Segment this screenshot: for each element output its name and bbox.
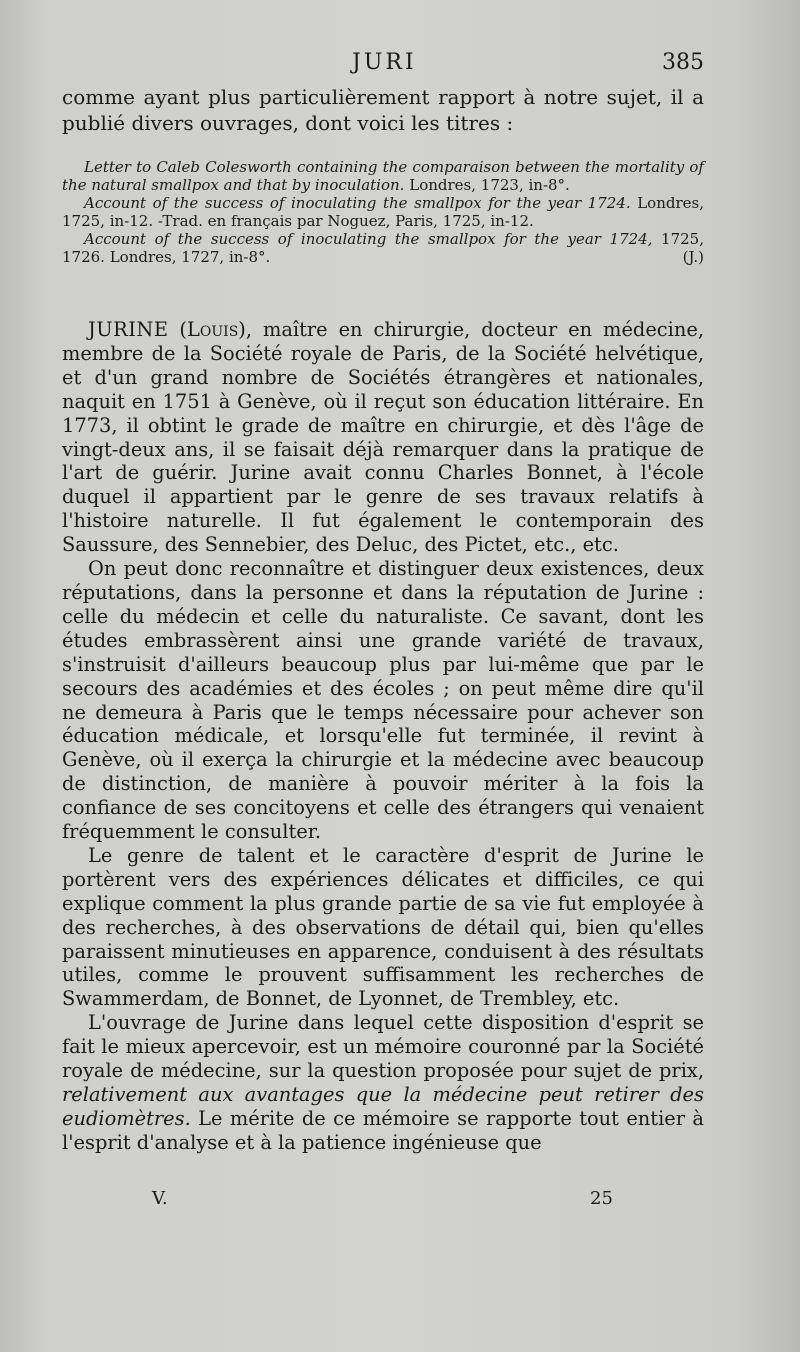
paragraph-text: ), maître en chirurgie, docteur en médecine, membre de la Société royale de Paris, de la Société helvétique, et d'un grand nombre de Sociétés étrangères et nationales, naquit en 1751 à Genève, où il reçut son éducation littéraire. En 1773, il obtint le grade de maître en chirurgie, et dès l'âge de vingt-deux ans, il se faisait déjà remarquer dans la pratique de l'art de guérir. Jurine avait connu Charles Bonnet, à l'école duquel il appartient par le genre de ses travaux relatifs à l'histoire naturelle. Il fut également le contemporain des Saussure, des Sennebier, des Deluc, des Pictet, etc., etc.: [62, 318, 704, 557]
author-signature: (J.): [682, 248, 704, 266]
sheet-number: 25: [590, 1188, 613, 1209]
reference-details: 1725, 1726. Londres, 1727, in-8°.: [62, 230, 704, 266]
article-headword: JURINE: [88, 318, 169, 341]
bibliography: [62, 158, 704, 266]
article-paragraph: On peut donc reconnaître et distinguer deux existences, deux réputations, dans la personne et dans la réputation de Jurine : celle du médecin et celle du naturaliste. Ce savant, dont les études embrassèrent ainsi une grande variété de travaux, s'instruisit d'ailleurs beaucoup plus par lui-même que par le secours des académies et des écoles ; on peut même dire qu'il ne demeura à Paris que le temps nécessaire pour achever son éducation médicale, et lorsqu'elle fut terminée, il revint à Genève, où il exerça la chirurgie et la médecine avec beaucoup de distinction, de manière à pouvoir mériter à la fois la confiance de ses concitoyens et celle des étrangers qui venaient fréquemment le consulter.: [62, 557, 704, 844]
reference-details: Londres, 1725, in-12. -Trad. en français par Noguez, Paris, 1725, in-12.: [62, 194, 704, 230]
paragraph-text: L'ouvrage de Jurine dans lequel cette disposition d'esprit se fait le mieux apercevoir, est un mémoire couronné par la Société royale de médecine, sur la question proposée pour sujet de prix,: [62, 1011, 704, 1083]
running-header: [62, 50, 704, 80]
reference-item: [62, 230, 704, 266]
reference-item: [62, 194, 704, 230]
prize-question: relativement aux avantages que la médecine peut retirer des eudiomètres.: [62, 1083, 704, 1130]
page-number: 385: [662, 50, 704, 75]
page-footer: [62, 1188, 704, 1212]
running-title: JURI: [352, 50, 417, 75]
intro-text: comme ayant plus particulièrement rapport à notre sujet, il a publié divers ouvrages, dont voici les titres :: [62, 85, 704, 135]
article-body: [62, 318, 704, 1155]
article-paragraph: JURINE (Louis), maître en chirurgie, docteur en médecine, membre de la Société royale de Paris, de la Société helvétique, et d'un grand nombre de Sociétés étrangères et nationales, naquit en 1751 à Genève, où il reçut son éducation littéraire. En 1773, il obtint le grade de maître en chirurgie, et dès l'âge de vingt-deux ans, il se faisait déjà remarquer dans la pratique de l'art de guérir. Jurine avait connu Charles Bonnet, à l'école duquel il appartient par le genre de ses travaux relatifs à l'histoire naturelle. Il fut également le contemporain des Saussure, des Sennebier, des Deluc, des Pictet, etc., etc.: [62, 318, 704, 557]
article-paragraph: Le genre de talent et le caractère d'esprit de Jurine le portèrent vers des expériences délicates et difficiles, ce qui explique comment la plus grande partie de sa vie fut employée à des recherches, à des observations de détail qui, bien qu'elles paraissent minutieuses en apparence, conduisent à des résultats utiles, comme le prouvent suffisamment les recherches de Swammerdam, de Bonnet, de Lyonnet, de Trembley, etc.: [62, 843, 704, 1011]
article-paragraph: [62, 1011, 704, 1154]
intro-paragraph: [62, 84, 704, 136]
signature-mark: V.: [152, 1188, 168, 1209]
reference-title: Account of the success of inoculating the smallpox for the year 1724,: [84, 230, 653, 248]
reference-title: Account of the success of inoculating the smallpox for the year 1724.: [84, 194, 631, 212]
reference-item: [62, 158, 704, 194]
article-forename: Louis: [187, 318, 239, 341]
reference-title: Letter to Caleb Colesworth containing the comparaison between the mortality of the natural smallpox and that by inoculation.: [62, 158, 704, 194]
paragraph-text: Le mérite de ce mémoire se rapporte tout entier à l'esprit d'analyse et à la patience ingénieuse que: [62, 1106, 704, 1154]
reference-details: Londres, 1723, in-8°.: [409, 176, 570, 194]
